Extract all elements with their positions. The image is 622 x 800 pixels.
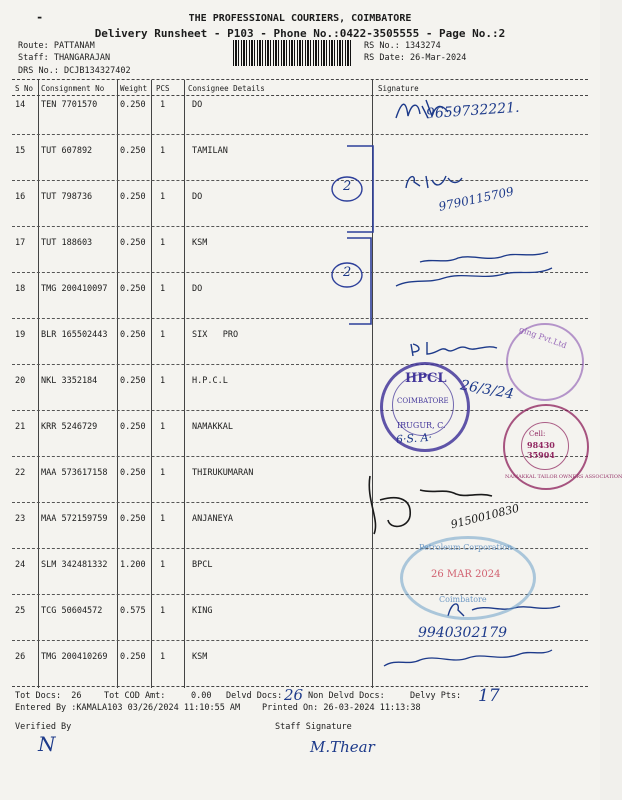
cell-consignment: TEN 7701570 <box>41 100 98 110</box>
cell-sno: 22 <box>15 468 26 478</box>
cell-pcs: 1 <box>160 284 166 294</box>
handwritten-delvy-pts: 17 <box>478 686 500 706</box>
col-header-weight: Weight <box>120 84 148 93</box>
cell-weight: 0.250 <box>120 238 146 248</box>
delivery-points: Delvy Pts: <box>410 691 462 701</box>
cell-consignment: KRR 5246729 <box>41 422 98 432</box>
stamp-text: Petroleum Corporation <box>419 543 513 552</box>
handwritten-phone: 9940302179 <box>418 625 508 641</box>
cell-sno: 24 <box>15 560 26 570</box>
cell-pcs: 1 <box>160 100 166 110</box>
stamp-text: COIMBATORE <box>397 397 449 405</box>
cell-consignee: BPCL <box>192 560 213 570</box>
printed-on: Printed On: 26-03-2024 11:13:38 <box>262 703 421 713</box>
handwritten-number: 9150010830 <box>449 501 521 532</box>
packaging-stamp <box>506 323 584 401</box>
entered-by: Entered By :KAMALA103 03/26/2024 11:10:55 AM <box>15 703 241 713</box>
row-separator <box>12 456 588 457</box>
table-top-rule <box>12 79 588 80</box>
row-separator <box>12 226 588 227</box>
cell-consignment: MAA 572159759 <box>41 514 108 524</box>
cell-sno: 23 <box>15 514 26 524</box>
staff-label: Staff: THANGARAJAN <box>18 53 111 63</box>
cell-weight: 0.250 <box>120 376 146 386</box>
cell-consignee: KSM <box>192 238 208 248</box>
cell-sno: 18 <box>15 284 26 294</box>
cell-consignee: ANJANEYA <box>192 514 233 524</box>
corner-mark: - <box>36 10 44 24</box>
cell-consignment: TUT 607892 <box>41 146 93 156</box>
drs-label: DRS No.: DCJB134327402 <box>18 66 131 76</box>
cell-consignment: TMG 200410269 <box>41 652 108 662</box>
cell-pcs: 1 <box>160 146 166 156</box>
stamp-text: 98430 <box>527 440 555 450</box>
cell-weight: 0.250 <box>120 330 146 340</box>
cell-consignment: TMG 200410097 <box>41 284 108 294</box>
row-separator <box>12 502 588 503</box>
rs-number: RS No.: 1343274 <box>364 41 441 51</box>
cell-pcs: 1 <box>160 238 166 248</box>
signature-scribble <box>380 640 560 676</box>
cell-pcs: 1 <box>160 652 166 662</box>
cell-consignment: TCG 50604572 <box>41 606 103 616</box>
stamp-text: NAMAKKAL TAILOR OWNERS ASSOCIATION <box>505 474 622 480</box>
cell-weight: 0.250 <box>120 652 146 662</box>
cell-pcs: 1 <box>160 192 166 202</box>
tailor-association-stamp <box>503 404 622 490</box>
cell-sno: 21 <box>15 422 26 432</box>
stamp-text: Cell: <box>529 430 546 438</box>
cell-consignee: NAMAKKAL <box>192 422 233 432</box>
cell-weight: 0.250 <box>120 192 146 202</box>
barcode <box>233 40 351 66</box>
cell-weight: 0.250 <box>120 146 146 156</box>
row-separator <box>12 318 588 319</box>
stamp-text: IRUGUR, C. <box>397 421 446 430</box>
stamp-text: ging Pvt.Ltd <box>517 324 568 351</box>
row-separator <box>12 364 588 365</box>
handwritten-delvd-count: 26 <box>284 686 304 704</box>
signature-scribble <box>360 470 500 540</box>
cell-pcs: 1 <box>160 468 166 478</box>
col-header-signature: Signature <box>378 84 419 93</box>
bracket-marks <box>325 140 385 330</box>
cell-weight: 1.200 <box>120 560 146 570</box>
signature-scribble <box>402 170 472 192</box>
cell-sno: 16 <box>15 192 26 202</box>
cell-weight: 0.250 <box>120 284 146 294</box>
stamp-text: Coimbatore <box>439 595 487 604</box>
row-separator <box>12 134 588 135</box>
stamp-date: 26 MAR 2024 <box>431 569 501 580</box>
bracket-mark-upper: 2 <box>343 179 352 194</box>
route-label: Route: PATTANAM <box>18 41 95 51</box>
tot-cod-amount: Tot COD Amt: 0.00 <box>104 691 212 701</box>
cell-consignee: KING <box>192 606 213 616</box>
row-separator <box>12 410 588 411</box>
cell-consignment: TUT 798736 <box>41 192 93 202</box>
cell-sno: 20 <box>15 376 26 386</box>
cell-sno: 15 <box>15 146 26 156</box>
handwritten-mark: 6·S. A· <box>395 430 433 447</box>
cell-consignment: MAA 573617158 <box>41 468 108 478</box>
col-header-consignee: Consignee Details <box>188 84 265 93</box>
col-header-pcs: PCS <box>156 84 170 93</box>
signature-scribble <box>407 336 507 358</box>
cell-sno: 17 <box>15 238 26 248</box>
petroleum-stamp <box>400 536 536 620</box>
cell-consignee: TAMILAN <box>192 146 228 156</box>
non-delivered-docs: Non Delvd Docs: <box>308 691 385 701</box>
cell-consignment: BLR 165502443 <box>41 330 108 340</box>
cell-consignee: DO <box>192 284 203 294</box>
handwritten-phone: 9659732221. <box>425 99 520 123</box>
cell-weight: 0.250 <box>120 514 146 524</box>
runsheet-subtitle: Delivery Runsheet - P103 - Phone No.:0422-3505555 - Page No.:2 <box>94 27 506 40</box>
row-separator <box>12 180 588 181</box>
cell-pcs: 1 <box>160 376 166 386</box>
bracket-mark-lower: 2 <box>343 265 352 280</box>
cell-consignee: SIX PRO <box>192 330 239 340</box>
staff-signature: M.Thear <box>310 738 375 756</box>
header-rule <box>12 95 588 96</box>
cell-consignee: DO <box>192 100 203 110</box>
cell-pcs: 1 <box>160 514 166 524</box>
cell-weight: 0.250 <box>120 100 146 110</box>
cell-sno: 14 <box>15 100 26 110</box>
cell-weight: 0.575 <box>120 606 146 616</box>
cell-consignee: H.P.C.L <box>192 376 228 386</box>
cell-pcs: 1 <box>160 422 166 432</box>
cell-pcs: 1 <box>160 560 166 570</box>
signature-scribble <box>392 238 562 298</box>
cell-sno: 19 <box>15 330 26 340</box>
cell-consignee: KSM <box>192 652 208 662</box>
delivered-docs: Delvd Docs: <box>226 691 283 701</box>
verified-signature: N <box>38 732 56 756</box>
cell-sno: 25 <box>15 606 26 616</box>
stamp-text: HPCL <box>405 371 447 386</box>
cell-weight: 0.250 <box>120 422 146 432</box>
cell-consignment: NKL 3352184 <box>41 376 98 386</box>
tot-docs: Tot Docs: 26 <box>15 691 82 701</box>
handwritten-phone: 9790115709 <box>437 184 515 214</box>
col-header-sno: S No <box>15 84 34 93</box>
col-header-consignment: Consignment No <box>41 84 105 93</box>
cell-sno: 26 <box>15 652 26 662</box>
cell-consignee: THIRUKUMARAN <box>192 468 254 478</box>
cell-pcs: 1 <box>160 330 166 340</box>
cell-pcs: 1 <box>160 606 166 616</box>
cell-consignment: TUT 188603 <box>41 238 93 248</box>
company-title: THE PROFESSIONAL COURIERS, COIMBATORE <box>188 13 412 24</box>
handwritten-date: 26/3/24 <box>459 377 515 403</box>
staff-signature-label: Staff Signature <box>275 722 352 732</box>
rs-date: RS Date: 26-Mar-2024 <box>364 53 467 63</box>
cell-consignee: DO <box>192 192 203 202</box>
cell-consignment: SLM 342481332 <box>41 560 108 570</box>
stamp-text: 35904 <box>527 450 555 460</box>
cell-weight: 0.250 <box>120 468 146 478</box>
hpcl-stamp <box>380 362 470 452</box>
verified-by-label: Verified By <box>15 722 72 732</box>
